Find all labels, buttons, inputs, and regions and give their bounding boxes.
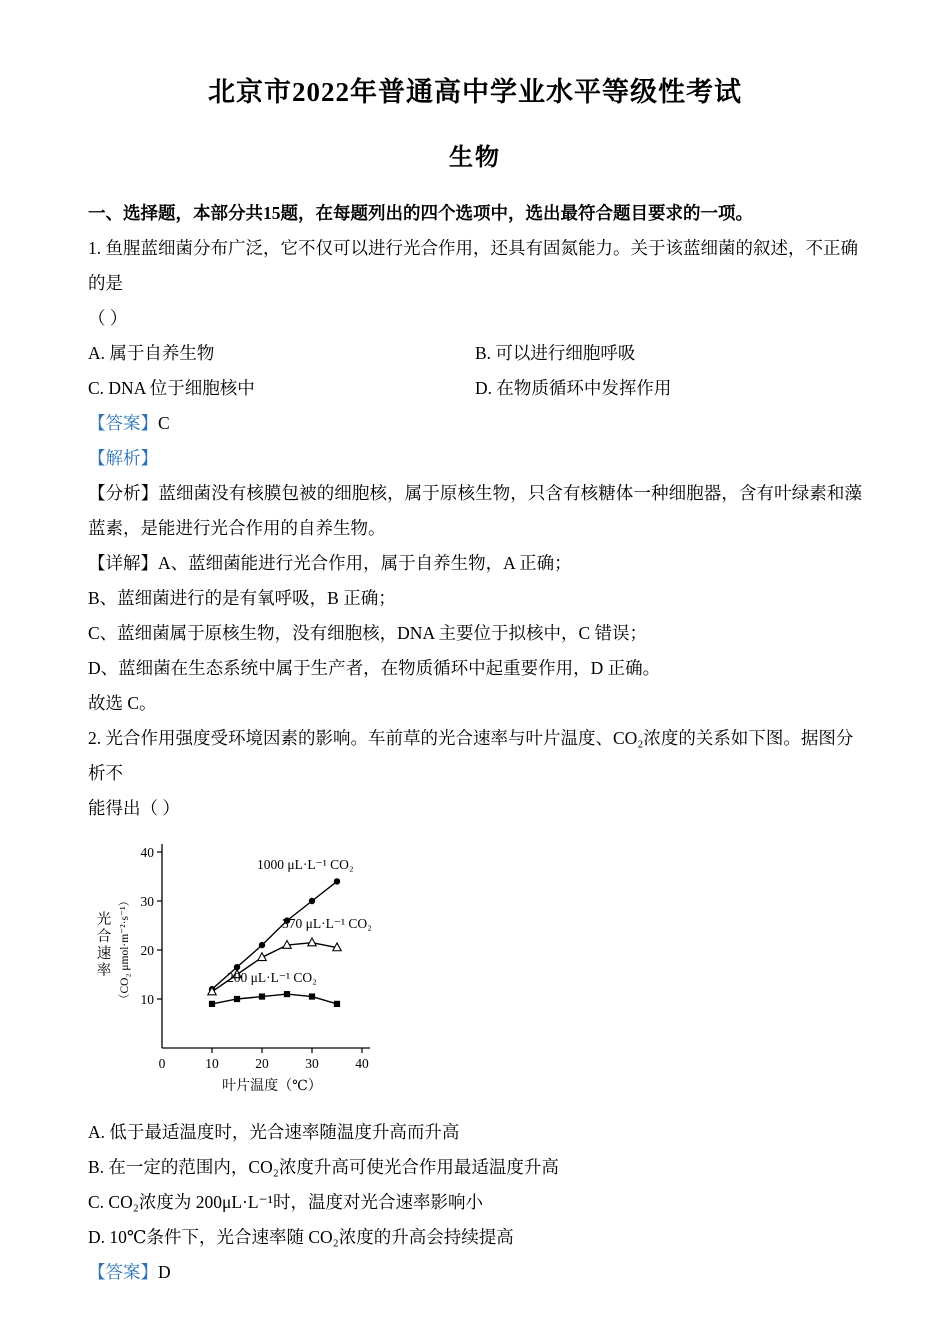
q2-option-b: B. 在一定的范围内，CO₂浓度升高可使光合作用最适温度升高 (88, 1157, 559, 1177)
q1-stem-line1: 1. 鱼腥蓝细菌分布广泛，它不仅可以进行光合作用，还具有固氮能力。关于该蓝细菌的叙述，不正确的是 (88, 238, 858, 293)
page-title: 北京市2022年普通高中学业水平等级性考试 (208, 77, 742, 107)
svg-text:30: 30 (305, 1056, 319, 1071)
q1-fenxi-paragraph: 【分析】蓝细菌没有核膜包被的细胞核，属于原核生物，只含有核糖体一种细胞器，含有叶绿素和藻蓝素，是能进行光合作用的自养生物。 (88, 483, 862, 538)
subject-title: 生物 (449, 145, 501, 171)
q2-stem-line1: 2. 光合作用强度受环境因素的影响。车前草的光合速率与叶片温度、CO₂浓度的关系如下图。据图分析不 (88, 728, 854, 783)
q1-detail-b: B、蓝细菌进行的是有氧呼吸，B 正确； (88, 588, 396, 608)
chart-xlabel: 叶片温度（℃） (222, 1079, 322, 1094)
q1-analysis-label-line (88, 441, 862, 476)
photosynthesis-line-chart (88, 836, 470, 1100)
q1-conclusion: 故选 C。 (88, 693, 157, 713)
q1-option-b: B. 可以进行细胞呼吸 (475, 343, 636, 363)
svg-text:10: 10 (205, 1056, 219, 1071)
q1-option-a: A. 属于自养生物 (88, 343, 215, 363)
q1-answer-value: C (158, 413, 170, 433)
q1-option-d: D. 在物质循环中发挥作用 (475, 378, 672, 398)
q1-detail-a: 【详解】A、蓝细菌能进行光合作用，属于自养生物，A 正确； (88, 553, 572, 573)
chart-ylabel-unit: （CO₂ μmol·m⁻²·s⁻¹） (119, 894, 131, 1006)
svg-text:0: 0 (158, 1056, 166, 1071)
q2-stem-line2: 能得出（ ） (88, 798, 180, 818)
svg-text:40: 40 (355, 1056, 369, 1071)
q1-detail-c: C、蓝细菌属于原核生物，没有细胞核，DNA 主要位于拟核中，C 错误； (88, 623, 648, 643)
svg-text:20: 20 (140, 943, 154, 958)
chart-series-label-2: 200 μL·L⁻¹ CO₂ (227, 969, 317, 985)
chart-series-label-0: 1000 μL·L⁻¹ CO₂ (257, 857, 354, 873)
chart-ylabel-main: 光合速率 (96, 912, 112, 979)
q2-option-d: D. 10℃条件下，光合速率随 CO₂浓度的升高会持续提高 (88, 1227, 514, 1247)
svg-text:30: 30 (140, 894, 154, 909)
svg-text:40: 40 (140, 845, 154, 860)
q2-option-c: C. CO₂浓度为 200μL·L⁻¹时，温度对光合速率影响小 (88, 1192, 484, 1212)
q1-answer-line (88, 406, 862, 441)
q1-answer-label: 【答案】 (88, 413, 158, 433)
q1-stem-line2: （ ） (88, 308, 128, 328)
q1-analysis-label: 【解析】 (88, 448, 158, 468)
q2-answer-label: 【答案】 (88, 1262, 158, 1282)
q1-options-row-ab (88, 336, 862, 371)
q2-answer-value: D (158, 1262, 171, 1282)
svg-text:20: 20 (255, 1056, 269, 1071)
svg-text:10: 10 (140, 992, 154, 1007)
q2-option-a: A. 低于最适温度时，光合速率随温度升高而升高 (88, 1122, 460, 1142)
q2-answer-line (88, 1255, 862, 1290)
section-header: 一、选择题，本部分共15题，在每题列出的四个选项中，选出最符合题目要求的一项。 (88, 203, 753, 223)
q1-option-c: C. DNA 位于细胞核中 (88, 378, 255, 398)
q1-detail-d: D、蓝细菌在生态系统中属于生产者，在物质循环中起重要作用，D 正确。 (88, 658, 661, 678)
chart-series-label-1: 370 μL·L⁻¹ CO₂ (282, 915, 372, 931)
chart-ticks (141, 845, 370, 1071)
q2-chart-block (88, 836, 862, 1105)
chart-series-2 (209, 970, 340, 1007)
q1-options-row-cd (88, 371, 862, 406)
